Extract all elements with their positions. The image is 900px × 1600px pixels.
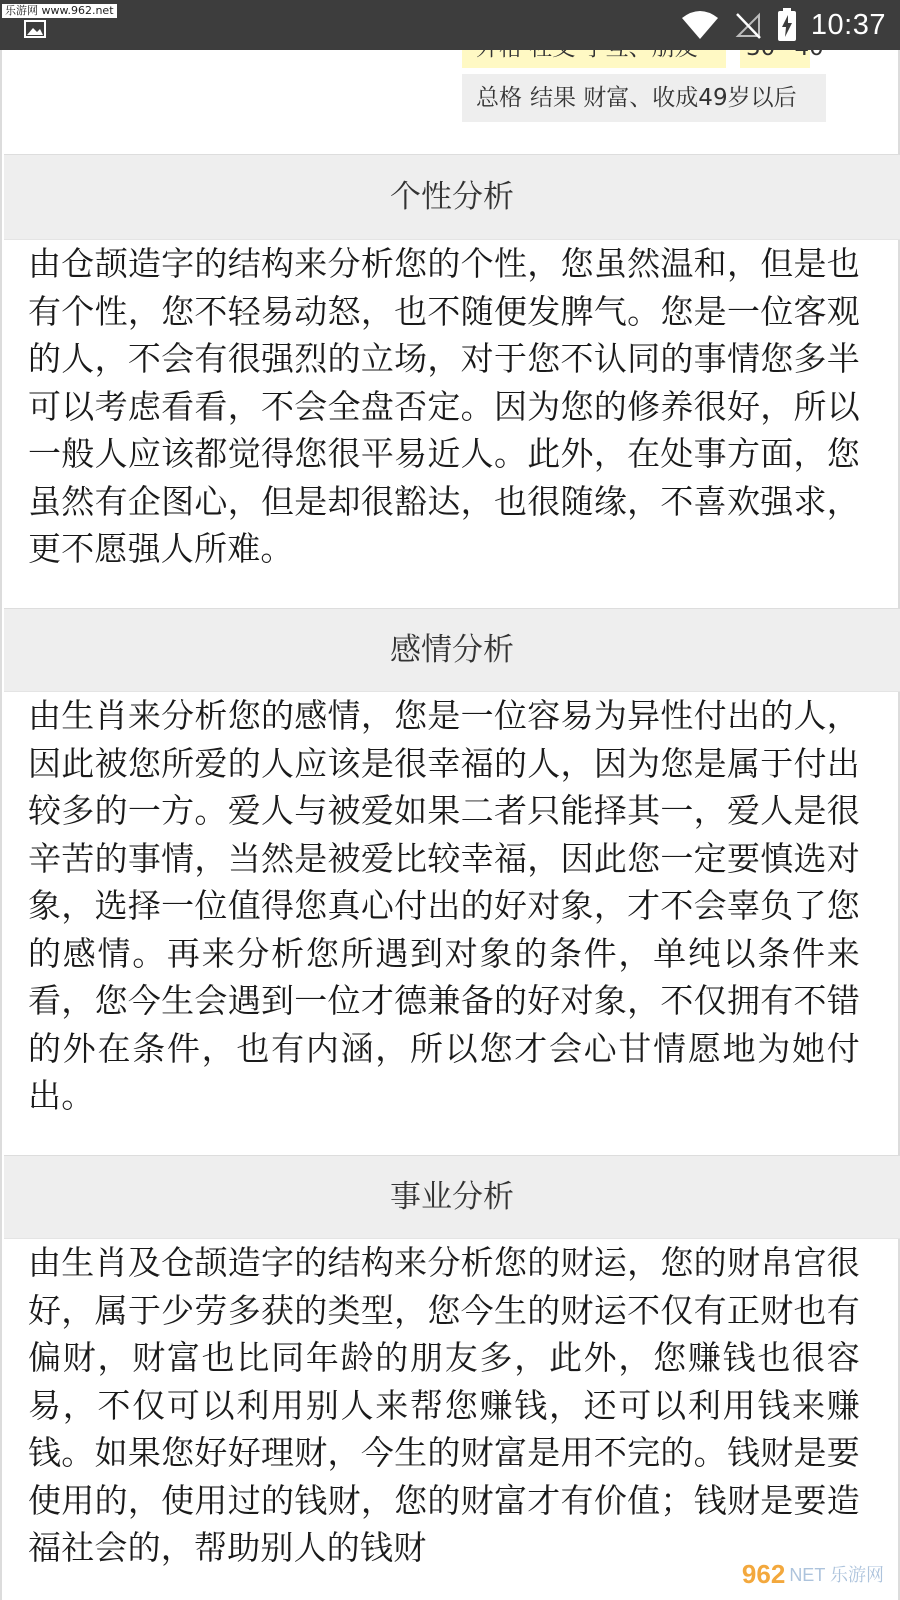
image-icon — [24, 20, 46, 38]
section-title: 事业分析 — [390, 1179, 514, 1215]
section-header-career — [4, 1155, 900, 1239]
table-cell-result: 结果 财富、收成49岁以后 — [530, 85, 797, 111]
table-row-total — [462, 74, 826, 122]
watermark-label: 乐游网 www.962.net — [2, 4, 117, 18]
section-body-career: 由生肖及仓颉造字的结构来分析您的财运，您的财帛宫很好，属于少劳多获的类型，您今生的财运不仅有正财也有偏财，财富也比同年龄的朋友多，此外，您赚钱也很容易，不仅可以利用别人来帮您赚钱，还可以利用钱来赚钱。如果您好好理财，今生的财富是用不完的。钱财是要使用的，使用过的钱财，您的财富才有价值；钱财是要造福社会的，帮助别人的钱财 — [28, 1243, 860, 1567]
table-cell-label: 总格 — [476, 85, 522, 111]
section-header-love — [4, 608, 900, 692]
section-body-personality: 由仓颉造字的结构来分析您的个性，您虽然温和，但是也有个性，您不轻易动怒，也不随便发脾气。您是一位客观的人，不会有很强烈的立场，对于您不认同的事情您多半可以考虑看看，不会全盘否定。因为您的修养很好，所以一般人应该都觉得您很平易近人。此外，在处事方面，您虽然有企图心，但是却很豁达，也很随缘，不喜欢强求，更不愿强人所难。 — [28, 244, 860, 568]
watermark-site: NET 乐游网 — [789, 1564, 884, 1585]
section-header-personality — [4, 154, 900, 240]
status-icons — [667, 0, 886, 50]
wifi-icon — [681, 10, 719, 40]
status-bar — [0, 0, 900, 50]
clock: 10:37 — [810, 8, 886, 41]
section-body-love: 由生肖来分析您的感情，您是一位容易为异性付出的人，因此被您所爱的人应该是很幸福的人，因为您是属于付出较多的一方。爱人与被爱如果二者只能择其一，爱人是很辛苦的事情，当然是被爱比较幸福，因此您一定要慎选对象，选择一位值得您真心付出的好对象，才不会辜负了您的感情。再来分析您所遇到对象的条件，单纯以条件来看，您今生会遇到一位才德兼备的好对象，不仅拥有不错的外在条件，也有内涵，所以您才会心甘情愿地为她付出。 — [28, 696, 860, 1115]
signal-off-icon — [733, 10, 763, 40]
section-title: 个性分析 — [390, 179, 514, 215]
battery-charging-icon — [777, 8, 797, 42]
site-watermark — [742, 1559, 884, 1590]
watermark-logo: 962 — [741, 1559, 786, 1589]
section-title: 感情分析 — [390, 632, 514, 668]
